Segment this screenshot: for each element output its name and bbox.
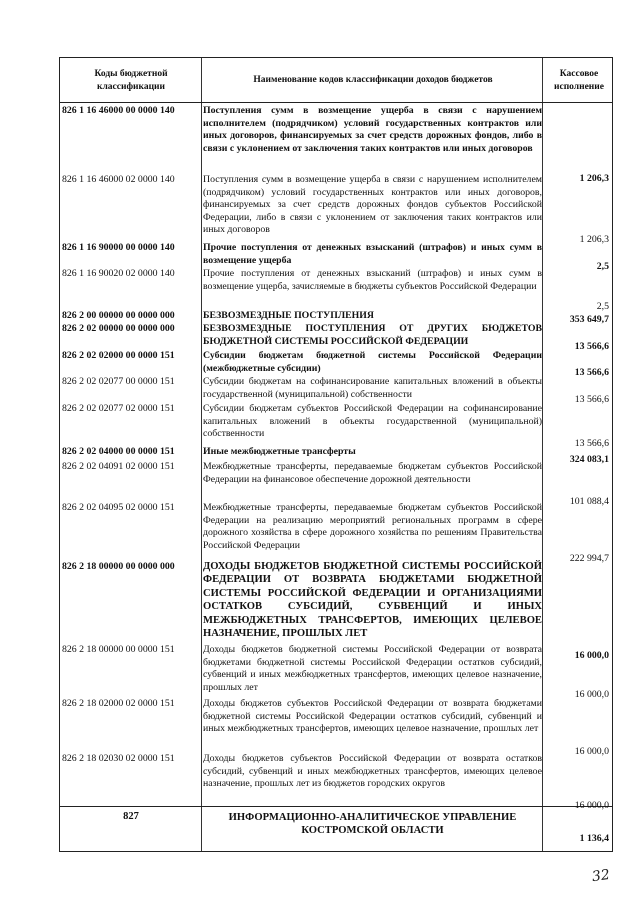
row-code: 826 2 18 00000 00 0000 151 xyxy=(62,644,175,655)
row-name: Прочие поступления от денежных взысканий (штрафов) и иных сумм в возмещение ущерба xyxy=(203,242,542,266)
row-name: БЕЗВОЗМЕЗДНЫЕ ПОСТУПЛЕНИЯ ОТ ДРУГИХ БЮДЖЕТОВ БЮДЖЕТНОЙ СИСТЕМЫ РОССИЙСКОЙ ФЕДЕРАЦИИ xyxy=(203,323,542,347)
row-amount: 13 566,6 xyxy=(574,341,609,352)
row-code: 827 xyxy=(123,811,139,822)
row-code: 826 2 02 04000 00 0000 151 xyxy=(62,446,175,457)
row-amount: 16 000,0 xyxy=(574,746,609,757)
row-amount: 16 000,0 xyxy=(574,650,609,661)
row-name: Иные межбюджетные трансферты xyxy=(203,446,356,457)
row-amount: 1 206,3 xyxy=(579,173,609,184)
row-code: 826 1 16 46000 00 0000 140 xyxy=(62,105,175,116)
header-codes: Коды бюджетной классификации xyxy=(94,69,168,92)
row-code: 826 2 02 04091 02 0000 151 xyxy=(62,461,175,472)
row-code: 826 2 02 02000 00 0000 151 xyxy=(62,350,175,361)
row-code: 826 1 16 46000 02 0000 140 xyxy=(62,174,175,185)
header-divider xyxy=(60,102,612,103)
row-name: Доходы бюджетов субъектов Российской Федерации от возврата бюджетами бюджетной системы Российской Федерации остатков субсидий, субвенций и иных межбюджетных трансфертов, имеющих целевое назначение, прошлых лет xyxy=(203,698,542,735)
column-divider xyxy=(542,58,543,851)
row-name: ИНФОРМАЦИОННО-АНАЛИТИЧЕСКОЕ УПРАВЛЕНИЕ КОСТРОМСКОЙ ОБЛАСТИ xyxy=(228,812,517,837)
row-amount: 1 136,4 xyxy=(579,833,609,844)
row-amount: 222 994,7 xyxy=(569,553,609,564)
row-name: Прочие поступления от денежных взысканий (штрафов) и иных сумм в возмещение ущерба, зачисляемые в бюджеты субъектов Российской Федерации xyxy=(203,268,542,292)
row-name: Субсидии бюджетам на софинансирование капитальных вложений в объекты государственной (муниципальной) собственности xyxy=(203,376,542,400)
row-name: Поступления сумм в возмещение ущерба в связи с нарушением исполнителем (подрядчиком) условий государственных контрактов или иных договоров, финансируемых за счет средств дорожных фондов, либо в связи с уклонением от заключения таких контрактов или иных договоров xyxy=(203,105,542,154)
row-name: Межбюджетные трансферты, передаваемые бюджетам субъектов Российской Федерации на финансовое обеспечение дорожной деятельности xyxy=(203,461,542,485)
row-name: Доходы бюджетов бюджетной системы Российской Федерации от возврата бюджетами бюджетной системы Российской Федерации остатков субсидий, субвенций и иных межбюджетных трансфертов, имеющих целевое назначение, прошлых лет xyxy=(203,644,542,693)
row-amount: 16 000,0 xyxy=(574,800,609,811)
row-amount: 101 088,4 xyxy=(569,496,609,507)
column-divider xyxy=(201,58,202,851)
row-amount: 13 566,6 xyxy=(574,367,609,378)
page-number: 32 xyxy=(590,866,611,886)
header-amount: Кассовое исполнение xyxy=(554,69,604,92)
row-amount: 324 083,1 xyxy=(569,454,609,465)
section-divider xyxy=(60,806,612,807)
row-amount: 2,5 xyxy=(596,261,609,272)
row-code: 826 2 02 02077 02 0000 151 xyxy=(62,403,175,414)
row-code: 826 2 02 02077 00 0000 151 xyxy=(62,376,175,387)
row-amount: 13 566,6 xyxy=(574,394,609,405)
row-amount: 1 206,3 xyxy=(579,234,609,245)
row-code: 826 2 02 00000 00 0000 000 xyxy=(62,323,175,334)
revenue-table xyxy=(59,57,613,852)
row-name: БЕЗВОЗМЕЗДНЫЕ ПОСТУПЛЕНИЯ xyxy=(203,310,374,321)
row-code: 826 2 18 02000 02 0000 151 xyxy=(62,698,175,709)
row-amount: 13 566,6 xyxy=(574,438,609,449)
row-code: 826 2 02 04095 02 0000 151 xyxy=(62,502,175,513)
row-code: 826 1 16 90020 02 0000 140 xyxy=(62,268,175,279)
row-amount: 2,5 xyxy=(596,301,609,312)
row-name: Субсидии бюджетам бюджетной системы Российской Федерации (межбюджетные субсидии) xyxy=(203,350,542,374)
row-name: Межбюджетные трансферты, передаваемые бюджетам субъектов Российской Федерации на реализацию мероприятий региональных программ в сфере дорожного хозяйства в сфере дорожного хозяйства по решениям Правительства Российской Федерации xyxy=(203,502,542,551)
row-name: Поступления сумм в возмещение ущерба в связи с нарушением исполнителем (подрядчиком) условий государственных контрактов или иных договоров, финансируемых за счет средств дорожных фондов субъектов Российской Федерации, либо в связи с уклонением от заключения таких контрактов или иных договоров xyxy=(203,174,542,236)
row-code: 826 2 18 02030 02 0000 151 xyxy=(62,753,175,764)
row-amount: 353 649,7 xyxy=(569,314,609,325)
row-code: 826 1 16 90000 00 0000 140 xyxy=(62,242,175,253)
row-code: 826 2 00 00000 00 0000 000 xyxy=(62,310,175,321)
row-amount: 16 000,0 xyxy=(574,689,609,700)
row-name: ДОХОДЫ БЮДЖЕТОВ БЮДЖЕТНОЙ СИСТЕМЫ РОССИЙСКОЙ ФЕДЕРАЦИИ ОТ ВОЗВРАТА БЮДЖЕТАМИ БЮДЖЕТНОЙ СИСТЕМЫ РОССИЙСКОЙ ФЕДЕРАЦИИ И ОРГАНИЗАЦИЯМИ ОСТАТКОВ СУБСИДИЙ, СУБВЕНЦИЙ И ИНЫХ МЕЖБЮДЖЕТНЫХ ТРАНСФЕРТОВ, ИМЕЮЩИХ ЦЕЛЕВОЕ НАЗНАЧЕНИЕ, ПРОШЛЫХ ЛЕТ xyxy=(203,561,542,640)
header-name: Наименование кодов классификации доходов бюджетов xyxy=(253,75,493,85)
row-name: Доходы бюджетов субъектов Российской Федерации от возврата остатков субсидий, субвенций и иных межбюджетных трансфертов, имеющих целевое назначение, прошлых лет из бюджетов городских округов xyxy=(203,753,542,790)
row-code: 826 2 18 00000 00 0000 000 xyxy=(62,561,175,572)
row-name: Субсидии бюджетам субъектов Российской Федерации на софинансирование капитальных вложений в объекты государственной (муниципальной) собственности xyxy=(203,403,542,440)
